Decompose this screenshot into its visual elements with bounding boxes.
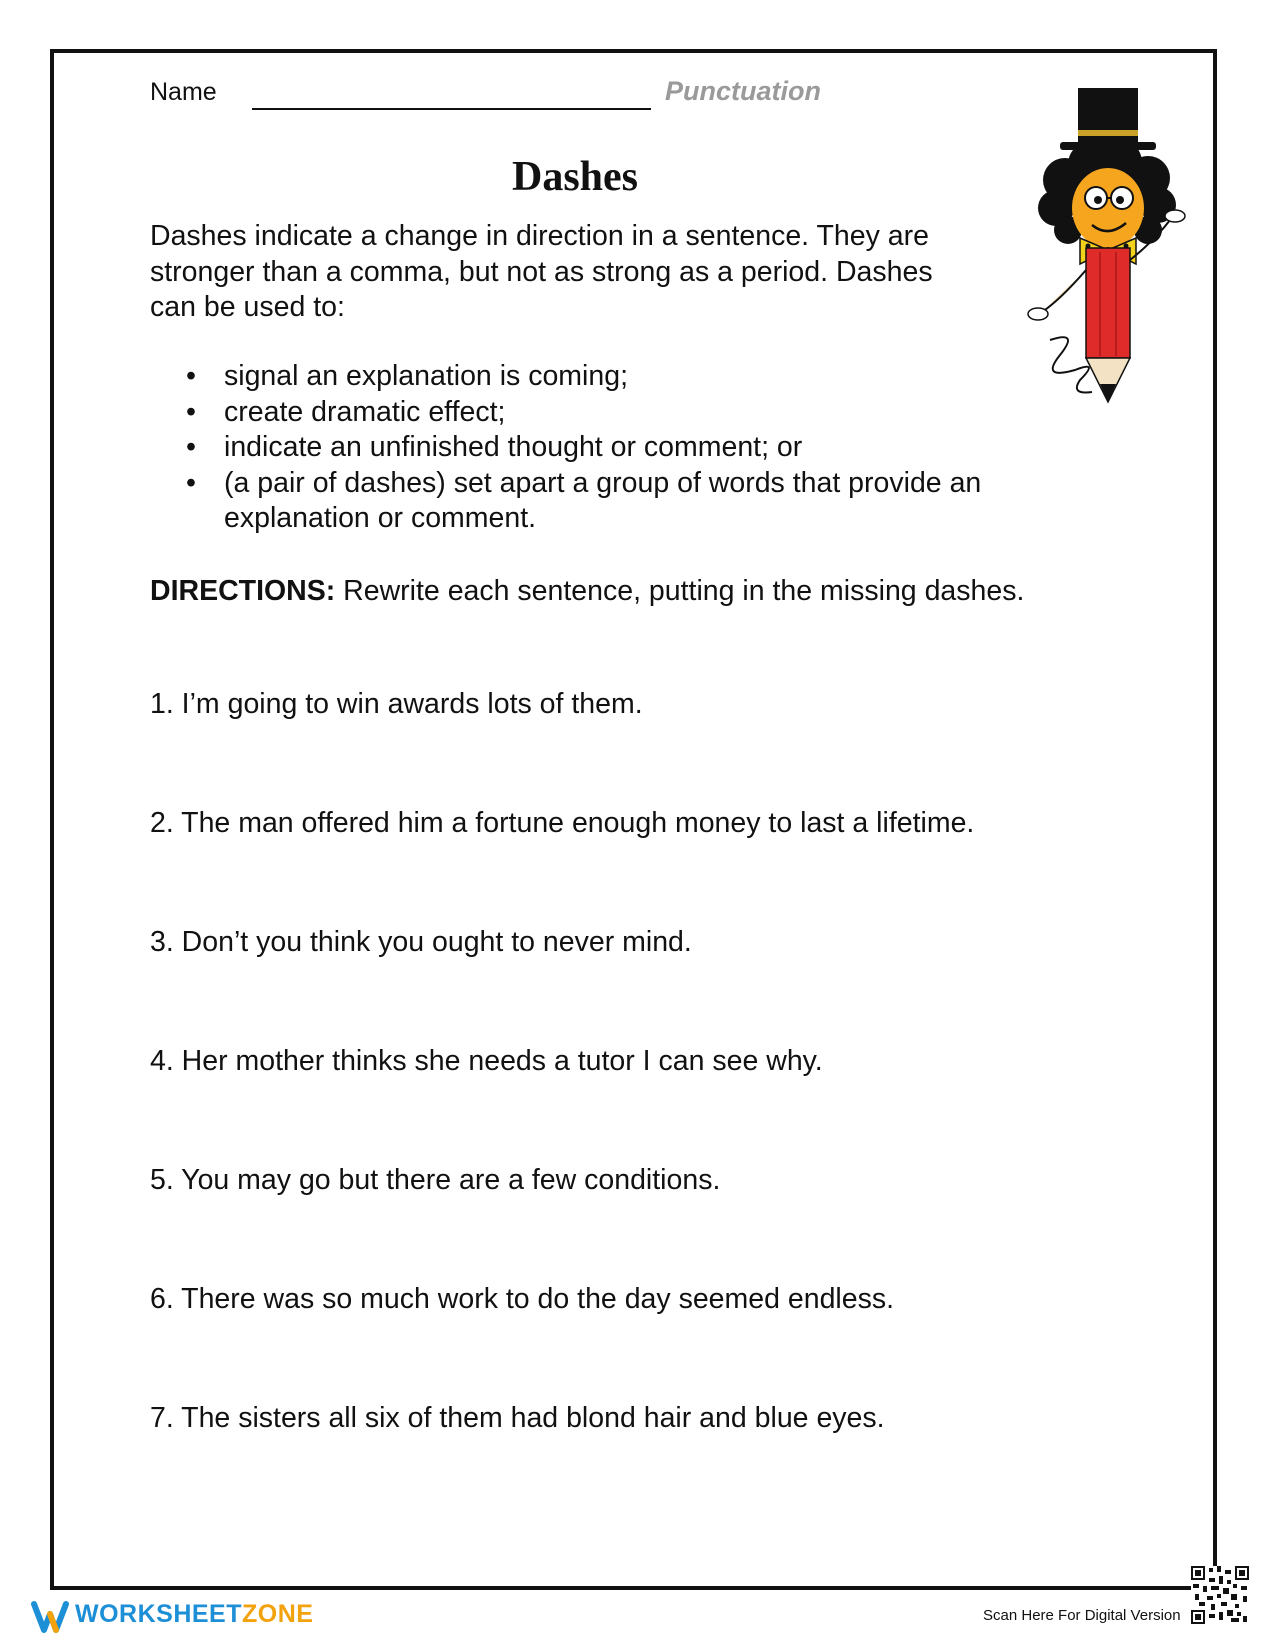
question-item: 5. You may go but there are a few conditions. [150,1164,721,1196]
bullet-icon: • [186,360,196,392]
name-label: Name [150,78,217,106]
questions-list [150,688,974,1521]
bullet-icon: • [186,395,196,428]
question-item: 7. The sisters all six of them had blond hair and blue eyes. [150,1402,885,1434]
question-item: 4. Her mother thinks she needs a tutor I can see why. [150,1045,823,1077]
question-item: 2. The man offered him a fortune enough money to last a lifetime. [150,807,975,839]
list-item: • indicate an unfinished thought or comment; or [150,430,1100,466]
question-item: 3. Don’t you think you ought to never mind. [150,926,692,958]
list-item: • (a pair of dashes) set apart a group of words that provide an explanation or comment. [186,466,982,534]
brand-name: WORKSHEETZONE [75,1600,314,1628]
name-line[interactable] [252,108,651,110]
worksheet-title: Dashes [511,154,639,200]
subject-label: Punctuation [665,76,821,106]
list-item: • create dramatic effect; [150,395,1100,431]
dash-uses-list [150,359,1100,537]
pencil-mascot-icon [1020,80,1195,410]
qr-code-icon[interactable] [1191,1566,1249,1624]
intro-paragraph: Dashes indicate a change in direction in a sentence. They are stronger than a comma, but not as strong as a period. Dashes can be used to: [150,220,933,323]
scan-text: Scan Here For Digital Version [983,1607,1181,1624]
directions-label: DIRECTIONS: [150,575,336,607]
worksheetzone-logo-icon [30,1596,70,1636]
directions [150,575,1024,608]
question-item: 1. I’m going to win awards lots of them. [150,688,643,720]
question-item: 6. There was so much work to do the day seemed endless. [150,1283,895,1315]
bullet-icon: • [186,466,196,499]
list-item: • signal an explanation is coming; [150,359,1100,395]
directions-text: Rewrite each sentence, putting in the missing dashes. [335,575,1025,607]
bullet-icon: • [186,431,196,463]
